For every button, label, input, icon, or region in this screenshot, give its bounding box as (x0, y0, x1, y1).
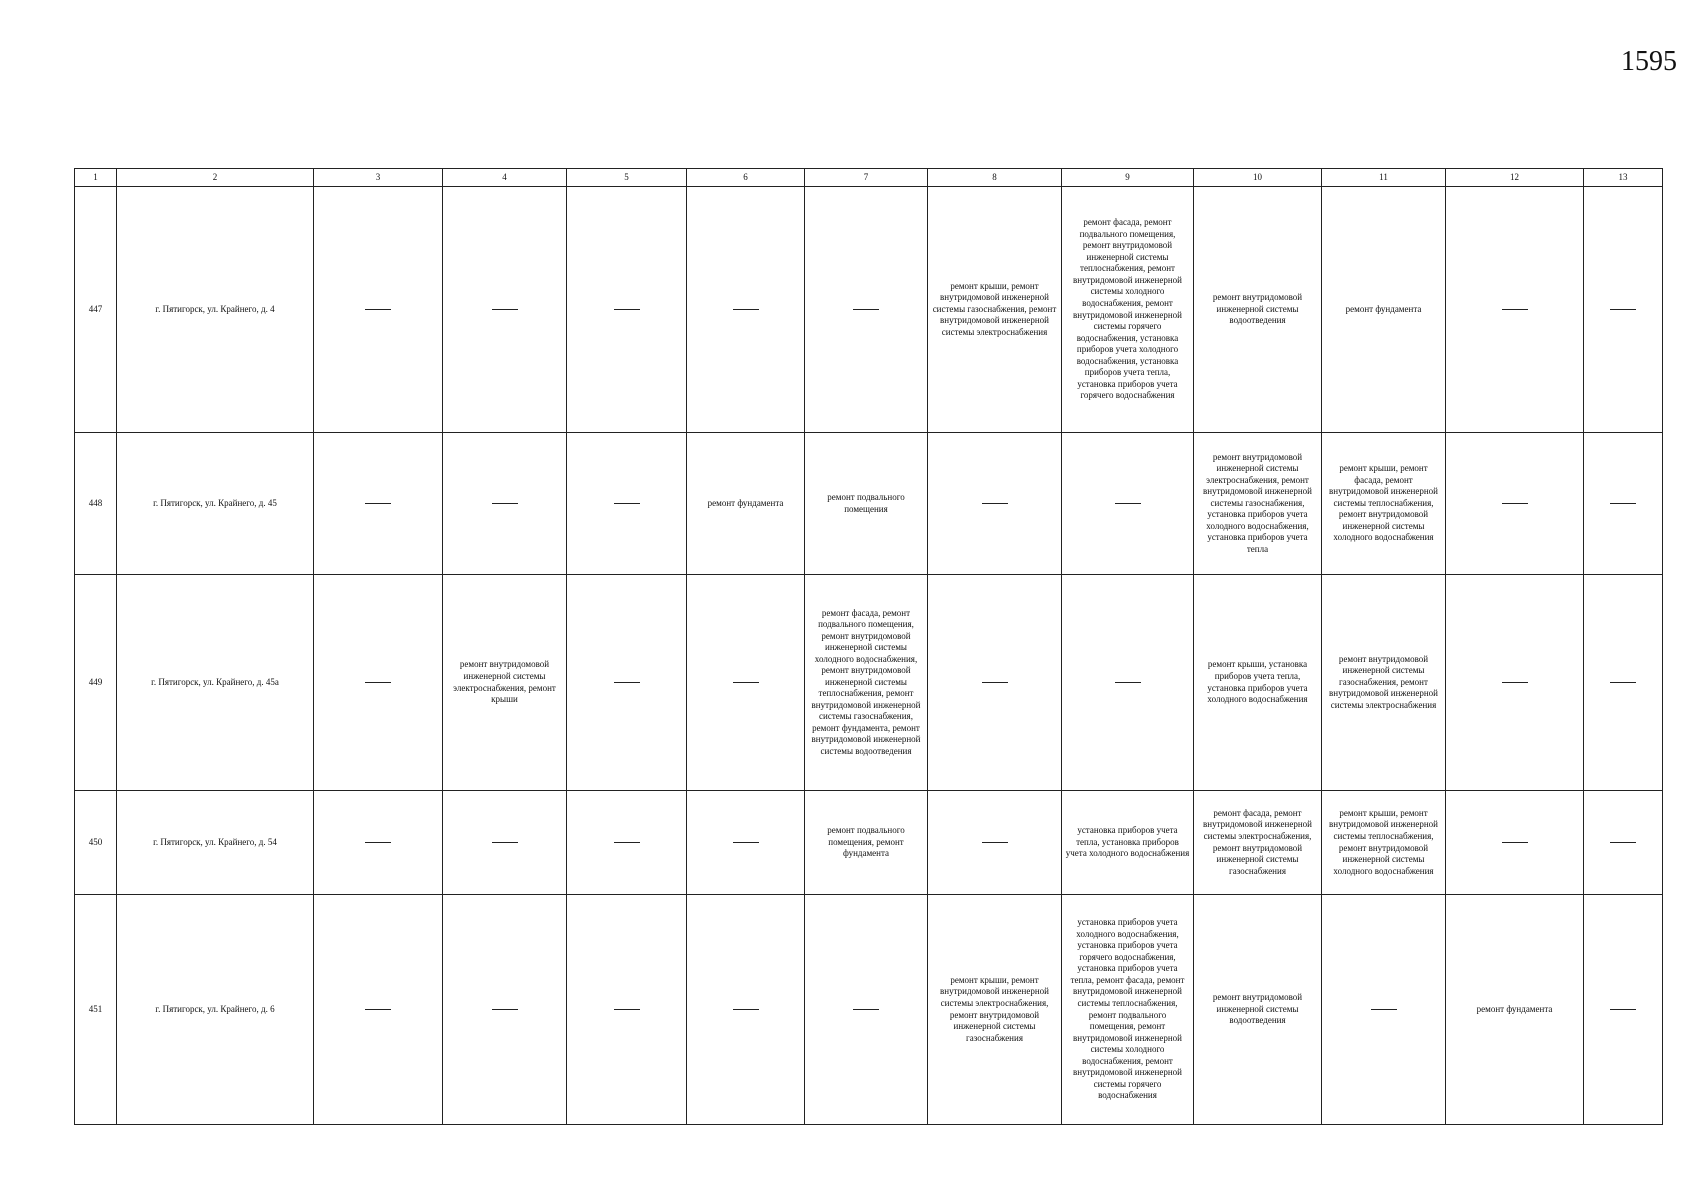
dash-mark (1115, 503, 1141, 504)
column-number: 11 (1322, 169, 1446, 187)
dash-mark (733, 1009, 759, 1010)
column-number: 12 (1446, 169, 1584, 187)
dash-mark (614, 682, 640, 683)
empty-cell (567, 791, 687, 895)
empty-cell (928, 575, 1062, 791)
dash-mark (614, 1009, 640, 1010)
empty-cell (567, 895, 687, 1125)
row-number: 448 (75, 433, 117, 575)
empty-cell (567, 433, 687, 575)
column-number: 5 (567, 169, 687, 187)
work-type-cell: ремонт крыши, ремонт внутридомовой инженерной системы электроснабжения, ремонт внутридомовой инженерной системы газоснабжения (928, 895, 1062, 1125)
column-number: 6 (687, 169, 805, 187)
dash-mark (492, 1009, 518, 1010)
dash-mark (492, 503, 518, 504)
address-cell: г. Пятигорск, ул. Крайнего, д. 4 (117, 187, 314, 433)
repair-schedule-table (74, 168, 1663, 1125)
column-number: 1 (75, 169, 117, 187)
dash-mark (365, 682, 391, 683)
empty-cell (314, 433, 443, 575)
empty-cell (1062, 433, 1194, 575)
empty-cell (443, 895, 567, 1125)
dash-mark (614, 309, 640, 310)
empty-cell (928, 433, 1062, 575)
work-type-cell: ремонт крыши, ремонт фасада, ремонт внутридомовой инженерной системы теплоснабжения, ремонт внутридомовой инженерной системы холодного водоснабжения (1322, 433, 1446, 575)
work-type-cell: ремонт фундамента (687, 433, 805, 575)
row-number: 449 (75, 575, 117, 791)
table-body (75, 187, 1663, 1125)
empty-cell (1446, 433, 1584, 575)
empty-cell (1322, 895, 1446, 1125)
dash-mark (1502, 503, 1528, 504)
empty-cell (443, 791, 567, 895)
dash-mark (982, 503, 1008, 504)
dash-mark (1610, 309, 1636, 310)
work-type-cell: ремонт внутридомовой инженерной системы электроснабжения, ремонт внутридомовой инженерной системы газоснабжения, установка приборов учета холодного водоснабжения, установка приборов учета тепла (1194, 433, 1322, 575)
empty-cell (687, 187, 805, 433)
empty-cell (443, 187, 567, 433)
row-number: 447 (75, 187, 117, 433)
empty-cell (314, 791, 443, 895)
dash-mark (365, 1009, 391, 1010)
dash-mark (614, 842, 640, 843)
work-type-cell: установка приборов учета холодного водоснабжения, установка приборов учета горячего водоснабжения, установка приборов учета тепла, ремонт фасада, ремонт внутридомовой инженерной системы теплоснабжения, ремонт подвального помещения, ремонт внутридомовой инженерной системы холодного водоснабжения, ремонт внутридомовой инженерной системы горячего водоснабжения (1062, 895, 1194, 1125)
work-type-cell: ремонт фасада, ремонт подвального помещения, ремонт внутридомовой инженерной системы холодного водоснабжения, ремонт внутридомовой инженерной системы теплоснабжения, ремонт внутридомовой инженерной системы газоснабжения, ремонт фундамента, ремонт внутридомовой инженерной системы водоотведения (805, 575, 928, 791)
work-type-cell: ремонт внутридомовой инженерной системы газоснабжения, ремонт внутридомовой инженерной системы электроснабжения (1322, 575, 1446, 791)
page-number: 1595 (1621, 46, 1677, 77)
dash-mark (853, 309, 879, 310)
dash-mark (853, 1009, 879, 1010)
row-number: 451 (75, 895, 117, 1125)
dash-mark (1502, 842, 1528, 843)
dash-mark (1502, 309, 1528, 310)
dash-mark (614, 503, 640, 504)
work-type-cell: ремонт фундамента (1322, 187, 1446, 433)
dash-mark (365, 309, 391, 310)
dash-mark (365, 503, 391, 504)
empty-cell (567, 187, 687, 433)
dash-mark (365, 842, 391, 843)
empty-cell (805, 895, 928, 1125)
column-number: 2 (117, 169, 314, 187)
address-cell: г. Пятигорск, ул. Крайнего, д. 45 (117, 433, 314, 575)
empty-cell (1062, 575, 1194, 791)
dash-mark (1371, 1009, 1397, 1010)
address-cell: г. Пятигорск, ул. Крайнего, д. 6 (117, 895, 314, 1125)
empty-cell (314, 187, 443, 433)
row-number: 450 (75, 791, 117, 895)
column-number: 7 (805, 169, 928, 187)
empty-cell (567, 575, 687, 791)
empty-cell (687, 575, 805, 791)
work-type-cell: ремонт подвального помещения, ремонт фундамента (805, 791, 928, 895)
dash-mark (1115, 682, 1141, 683)
address-cell: г. Пятигорск, ул. Крайнего, д. 54 (117, 791, 314, 895)
table-row (75, 187, 1663, 433)
empty-cell (1584, 895, 1663, 1125)
column-number: 10 (1194, 169, 1322, 187)
column-number: 8 (928, 169, 1062, 187)
empty-cell (687, 895, 805, 1125)
dash-mark (733, 842, 759, 843)
table-row (75, 895, 1663, 1125)
work-type-cell: ремонт внутридомовой инженерной системы водоотведения (1194, 187, 1322, 433)
empty-cell (928, 791, 1062, 895)
empty-cell (1584, 791, 1663, 895)
dash-mark (492, 842, 518, 843)
empty-cell (805, 187, 928, 433)
work-type-cell: ремонт крыши, ремонт внутридомовой инженерной системы газоснабжения, ремонт внутридомовой инженерной системы электроснабжения (928, 187, 1062, 433)
work-type-cell: установка приборов учета тепла, установка приборов учета холодного водоснабжения (1062, 791, 1194, 895)
empty-cell (443, 433, 567, 575)
dash-mark (1610, 503, 1636, 504)
work-type-cell: ремонт внутридомовой инженерной системы электроснабжения, ремонт крыши (443, 575, 567, 791)
empty-cell (1446, 791, 1584, 895)
column-number-header-row (75, 169, 1663, 187)
empty-cell (1584, 433, 1663, 575)
work-type-cell: ремонт подвального помещения (805, 433, 928, 575)
table-row (75, 433, 1663, 575)
dash-mark (982, 682, 1008, 683)
dash-mark (1610, 682, 1636, 683)
table-row (75, 575, 1663, 791)
dash-mark (733, 682, 759, 683)
address-cell: г. Пятигорск, ул. Крайнего, д. 45а (117, 575, 314, 791)
work-type-cell: ремонт крыши, установка приборов учета тепла, установка приборов учета холодного водоснабжения (1194, 575, 1322, 791)
column-number: 4 (443, 169, 567, 187)
empty-cell (1446, 575, 1584, 791)
dash-mark (1610, 842, 1636, 843)
empty-cell (1584, 187, 1663, 433)
dash-mark (982, 842, 1008, 843)
column-number: 9 (1062, 169, 1194, 187)
table-row (75, 791, 1663, 895)
work-type-cell: ремонт фасада, ремонт подвального помещения, ремонт внутридомовой инженерной системы теплоснабжения, ремонт внутридомовой инженерной системы холодного водоснабжения, ремонт внутридомовой инженерной системы горячего водоснабжения, установка приборов учета холодного водоснабжения, установка приборов учета тепла, установка приборов учета горячего водоснабжения (1062, 187, 1194, 433)
column-number: 3 (314, 169, 443, 187)
empty-cell (687, 791, 805, 895)
empty-cell (1446, 187, 1584, 433)
dash-mark (1610, 1009, 1636, 1010)
dash-mark (1502, 682, 1528, 683)
work-type-cell: ремонт фундамента (1446, 895, 1584, 1125)
empty-cell (1584, 575, 1663, 791)
dash-mark (492, 309, 518, 310)
work-type-cell: ремонт фасада, ремонт внутридомовой инженерной системы электроснабжения, ремонт внутридомовой инженерной системы газоснабжения (1194, 791, 1322, 895)
empty-cell (314, 575, 443, 791)
column-number: 13 (1584, 169, 1663, 187)
dash-mark (733, 309, 759, 310)
work-type-cell: ремонт крыши, ремонт внутридомовой инженерной системы теплоснабжения, ремонт внутридомовой инженерной системы холодного водоснабжения (1322, 791, 1446, 895)
work-type-cell: ремонт внутридомовой инженерной системы водоотведения (1194, 895, 1322, 1125)
empty-cell (314, 895, 443, 1125)
